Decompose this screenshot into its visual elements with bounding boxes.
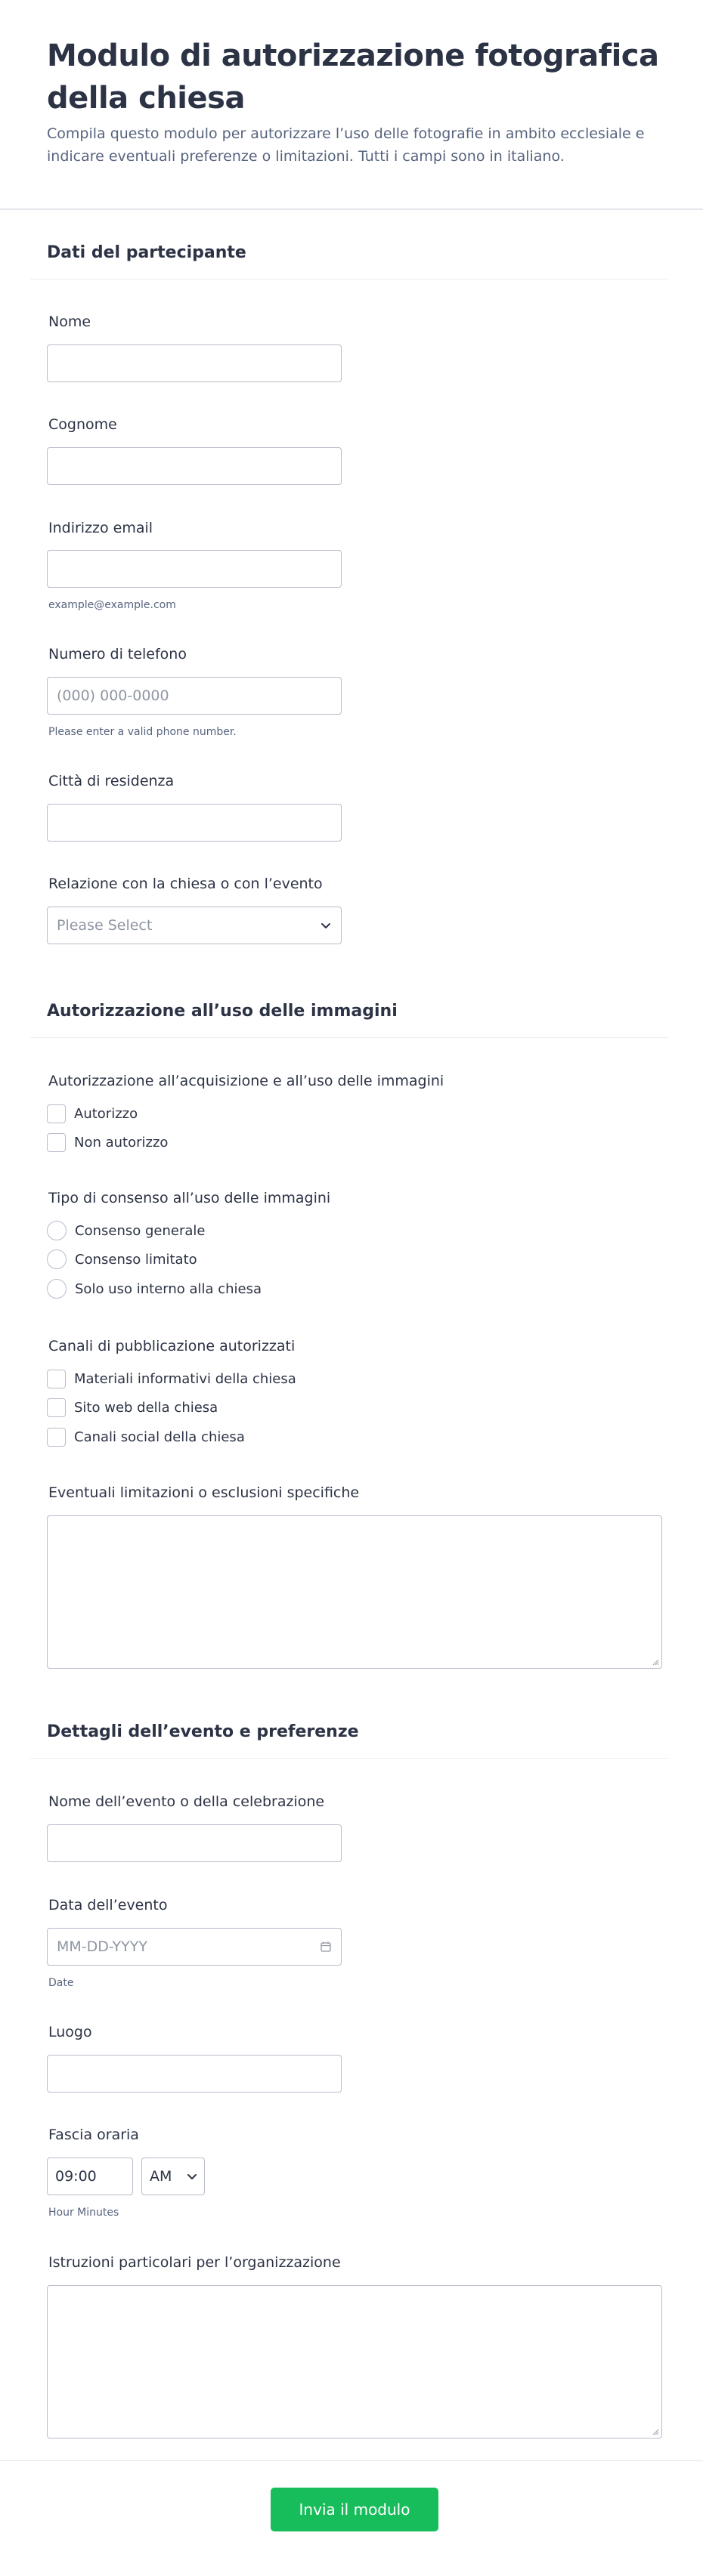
time-hour-minute-input[interactable]: 09:00 <box>47 2157 133 2195</box>
option-label: Autorizzo <box>74 1105 138 1122</box>
instructions-label: Istruzioni particolari per l’organizzazione <box>48 2254 341 2271</box>
channel-option-social[interactable] <box>47 1426 245 1447</box>
section-title-event: Dettagli dell’evento e preferenze <box>47 1722 359 1741</box>
option-label: Consenso generale <box>75 1222 206 1239</box>
event-name-label: Nome dell’evento o della celebrazione <box>48 1793 325 1810</box>
event-date-sublabel: Date <box>48 1977 74 1989</box>
consent-label: Tipo di consenso all’uso delle immagini <box>48 1190 331 1206</box>
section-divider <box>30 279 668 280</box>
email-sublabel: example@example.com <box>48 599 176 611</box>
auth-option-authorize[interactable] <box>47 1103 138 1124</box>
calendar-icon[interactable] <box>320 1941 332 1953</box>
section-title-image-use: Autorizzazione all’uso delle immagini <box>47 1002 398 1021</box>
phone-input[interactable]: (000) 000-0000 <box>47 677 342 715</box>
limits-label: Eventuali limitazioni o esclusioni specifiche <box>48 1484 360 1501</box>
resize-handle-icon[interactable] <box>652 2428 659 2435</box>
option-label: Sito web della chiesa <box>74 1399 218 1416</box>
limits-textarea[interactable] <box>47 1515 662 1669</box>
auth-option-not-authorize[interactable] <box>47 1132 168 1153</box>
last-name-input[interactable] <box>47 447 342 485</box>
checkbox[interactable] <box>47 1370 66 1388</box>
last-name-label: Cognome <box>48 416 117 433</box>
header-divider <box>0 208 703 210</box>
option-label: Solo uso interno alla chiesa <box>75 1280 262 1297</box>
relation-label: Relazione con la chiesa o con l’evento <box>48 876 323 892</box>
consent-option-internal[interactable] <box>47 1278 262 1299</box>
checkbox[interactable] <box>47 1133 66 1152</box>
city-input[interactable] <box>47 804 342 842</box>
checkbox[interactable] <box>47 1104 66 1123</box>
checkbox[interactable] <box>47 1398 66 1417</box>
phone-sublabel: Please enter a valid phone number. <box>48 726 237 738</box>
form-description-line2: indicare eventuali preferenze o limitazioni. Tutti i campi sono in italiano. <box>47 148 565 165</box>
channel-option-materials[interactable] <box>47 1368 296 1389</box>
time-sublabel: Hour Minutes <box>48 2207 119 2219</box>
resize-handle-icon[interactable] <box>652 1658 659 1666</box>
checkbox[interactable] <box>47 1428 66 1447</box>
radio[interactable] <box>47 1221 67 1240</box>
place-label: Luogo <box>48 2024 92 2040</box>
consent-option-general[interactable] <box>47 1220 205 1241</box>
relation-select-value: Please Select <box>57 917 153 934</box>
auth-label: Autorizzazione all’acquisizione e all’uso delle immagini <box>48 1073 444 1089</box>
event-date-input[interactable] <box>47 1928 342 1966</box>
phone-label: Numero di telefono <box>48 646 187 663</box>
first-name-label: Nome <box>48 314 91 330</box>
time-label: Fascia oraria <box>48 2127 139 2143</box>
section-title-participant: Dati del partecipante <box>47 243 246 262</box>
radio[interactable] <box>47 1279 67 1299</box>
option-label: Non autorizzo <box>74 1134 169 1151</box>
option-label: Consenso limitato <box>75 1251 197 1268</box>
section-divider <box>30 1037 668 1038</box>
form-description <box>47 122 644 168</box>
ampm-value: AM <box>150 2168 172 2185</box>
place-input[interactable] <box>47 2055 342 2093</box>
instructions-textarea[interactable] <box>47 2285 662 2439</box>
option-label: Materiali informativi della chiesa <box>74 1370 296 1387</box>
submit-button[interactable]: Invia il modulo <box>271 2488 438 2531</box>
event-date-label: Data dell’evento <box>48 1897 168 1913</box>
form-description-line1: Compila questo modulo per autorizzare l’uso delle fotografie in ambito ecclesiale e <box>47 125 645 142</box>
ampm-select[interactable] <box>141 2157 205 2195</box>
event-date-placeholder: MM-DD-YYYY <box>57 1938 147 1955</box>
email-label: Indirizzo email <box>48 520 153 536</box>
page-title-line2: della chiesa <box>47 81 245 116</box>
email-input[interactable] <box>47 550 342 588</box>
chevron-down-icon <box>186 2170 198 2182</box>
option-label: Canali social della chiesa <box>74 1429 245 1445</box>
channels-label: Canali di pubblicazione autorizzati <box>48 1338 296 1354</box>
radio[interactable] <box>47 1249 67 1269</box>
event-name-input[interactable] <box>47 1824 342 1862</box>
page-title-line1: Modulo di autorizzazione fotografica <box>47 39 659 73</box>
channel-option-website[interactable] <box>47 1397 218 1418</box>
relation-select[interactable] <box>47 907 342 944</box>
consent-option-limited[interactable] <box>47 1249 197 1270</box>
chevron-down-icon <box>320 919 332 931</box>
first-name-input[interactable] <box>47 344 342 382</box>
page-title <box>47 35 659 119</box>
footer-divider <box>0 2460 703 2461</box>
section-divider <box>30 1758 668 1759</box>
city-label: Città di residenza <box>48 773 175 789</box>
